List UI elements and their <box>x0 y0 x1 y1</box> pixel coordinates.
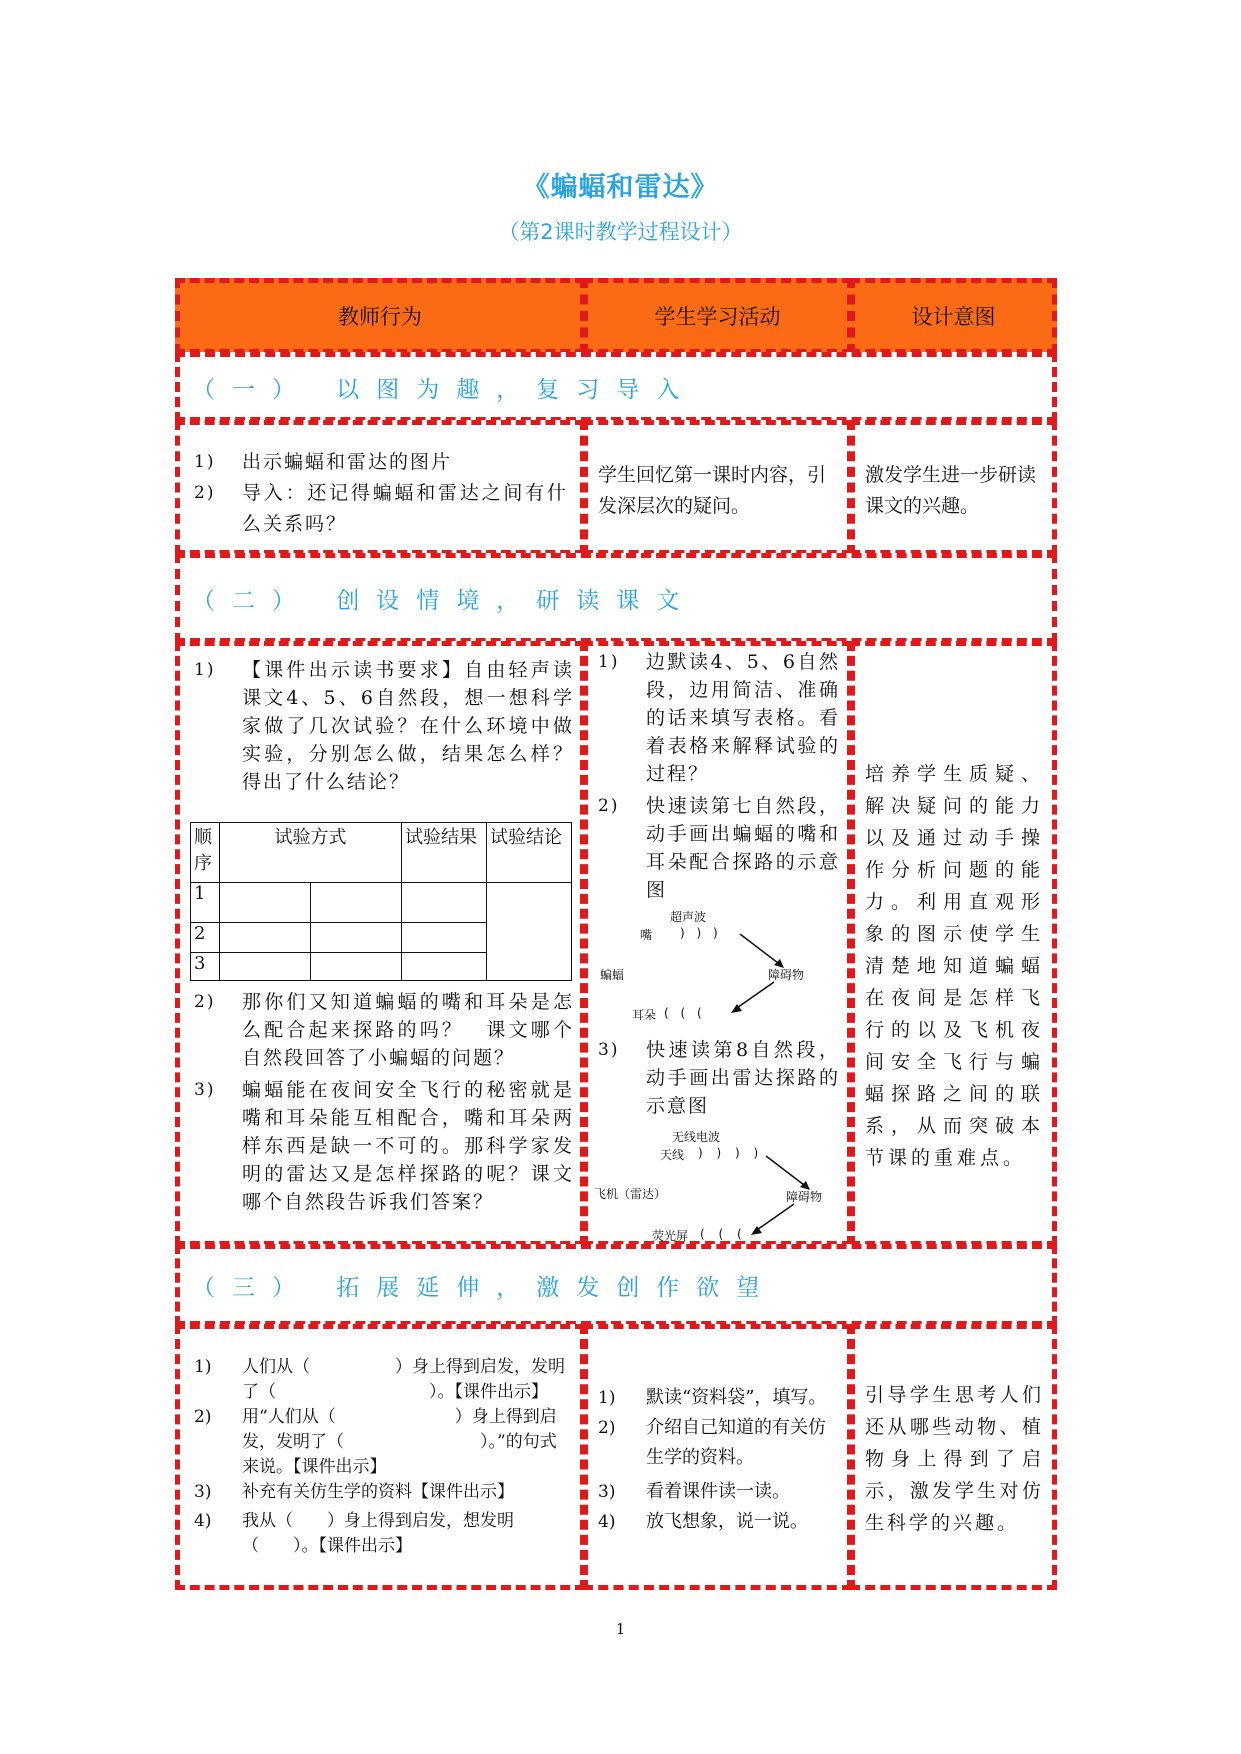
list-item: 3) 看着课件读一读。 <box>598 1481 790 1502</box>
table-cell <box>220 953 311 981</box>
list-item: 4) 我从（ ）身上得到启发，想发明（ ）。【课件出示】 <box>194 1511 514 1556</box>
header-design: 设计意图 <box>850 278 1057 354</box>
table-cell <box>487 883 572 981</box>
list-item: 3) 补充有关仿生学的资料【课件出示】 <box>194 1482 514 1502</box>
arrow-icon <box>764 1154 814 1194</box>
section-2-student <box>583 641 852 1246</box>
section-2-teacher <box>175 641 585 1246</box>
table-cell <box>402 953 487 981</box>
arrow-icon <box>728 980 778 1016</box>
table-row-number: 1 <box>191 883 220 923</box>
list-item: 1) 默读“资料袋”，填写。 <box>598 1387 827 1408</box>
list-item: 4) 放飞想象，说一说。 <box>598 1511 808 1532</box>
list-item: 1) 边默读4、5、6自然段，边用简洁、准确的话来填写表格。看着表格来解释试验的过程？ <box>598 651 840 785</box>
list-item: 1) 人们从（ ）身上得到启发，发明了（ ）。【课件出示】 <box>194 1357 565 1402</box>
teacher-list-3 <box>194 1355 570 1559</box>
teacher-list-2a <box>194 656 574 796</box>
doc-subtitle: （第2课时教学过程设计） <box>498 220 743 244</box>
table-header: 试验方式 <box>220 823 402 883</box>
page-number: 1 <box>615 1620 626 1638</box>
list-item: 3) 蝙蝠能在夜间安全飞行的秘密就是嘴和耳朵能互相配合，嘴和耳朵两样东西是缺一不可的。那科学家发明的雷达又是怎样探路的呢？课文哪个自然段告诉我们答案？ <box>194 1079 574 1213</box>
section-3-title: （三） 拓展延伸，激发创作欲望 <box>175 1244 1057 1326</box>
table-header: 顺序 <box>191 823 220 883</box>
table-cell <box>311 923 402 953</box>
student-list-2b <box>598 1036 840 1120</box>
table-header: 试验结果 <box>402 823 487 883</box>
table-row-number: 2 <box>191 923 220 953</box>
table-cell <box>402 923 487 953</box>
section-3-design: 引导学生思考人们还从哪些动物、植物身上得到了启示，激发学生对仿生科学的兴趣。 <box>850 1324 1057 1590</box>
list-item: 3) 快速读第8自然段，动手画出雷达探路的示意图 <box>598 1039 840 1117</box>
table-cell <box>402 883 487 923</box>
section-2-design: 培养学生质疑、解决疑问的能力以及通过动手操作分析问题的能力。利用直观形象的图示使学生清楚地知道蝙蝠在夜间是怎样飞行的以及飞机夜间安全飞行与蝙蝠探路之间的联系，从而突破本节课的重难点。 <box>850 641 1057 1246</box>
header-teacher: 教师行为 <box>175 278 585 354</box>
experiment-table <box>190 822 572 981</box>
header-student: 学生学习活动 <box>583 278 852 354</box>
arrow-icon <box>748 1202 798 1238</box>
list-item: 2) 快速读第七自然段，动手画出蝙蝠的嘴和耳朵配合探路的示意图 <box>598 795 840 901</box>
table-cell <box>220 923 311 953</box>
list-item: 2) 那你们又知道蝙蝠的嘴和耳朵是怎么配合起来探路的吗？ 课文哪个自然段回答了小蝙蝠的问题？ <box>194 991 574 1069</box>
radar-diagram: 无线电波 天线 ) ) ) ) 飞机（雷达） 障碍物 荧光屏 ( ( ( <box>594 1130 823 1243</box>
section-1-student: 学生回忆第一课时内容，引发深层次的疑问。 <box>583 420 852 555</box>
section-1-design: 激发学生进一步研读课文的兴趣。 <box>850 420 1057 555</box>
table-row-number: 3 <box>191 953 220 981</box>
section-1-teacher <box>175 420 585 555</box>
list-item: 2) 介绍自己知道的有关仿生学的资料。 <box>598 1417 826 1468</box>
table-cell <box>311 883 402 923</box>
section-3-teacher <box>175 1324 585 1590</box>
arrow-icon <box>738 932 788 972</box>
list-item: 1) 【课件出示读书要求】自由轻声读课文4、5、6自然段，想一想科学家做了几次试验？在什么环境中做实验，分别怎么做，结果怎么样？得出了什么结论？ <box>194 659 574 793</box>
table-cell <box>311 953 402 981</box>
list-item: 1) 出示蝙蝠和雷达的图片 <box>194 451 453 473</box>
doc-title: 《蝙蝠和雷达》 <box>522 172 719 203</box>
section-1-title: （一） 以图为趣，复习导入 <box>175 352 1057 422</box>
student-list-3 <box>598 1383 841 1537</box>
teacher-list-2b <box>194 988 574 1216</box>
bat-echolocation-diagram: 超声波 嘴 ) ) ) 蝙蝠 障碍物 耳朵 ( ( ( <box>600 910 805 1022</box>
teacher-list-1 <box>194 447 568 540</box>
list-item: 2) 用“人们从（ ）身上得到启发，发明了（ ）。”的句式来说。【课件出示】 <box>194 1407 557 1477</box>
list-item: 2) 导入：还记得蝙蝠和雷达之间有什么关系吗？ <box>194 482 568 535</box>
section-3-student <box>583 1324 852 1590</box>
student-list-2a <box>598 648 840 904</box>
table-header: 试验结论 <box>487 823 572 883</box>
section-2-title: （二） 创设情境，研读课文 <box>175 553 1057 643</box>
table-cell <box>220 883 311 923</box>
